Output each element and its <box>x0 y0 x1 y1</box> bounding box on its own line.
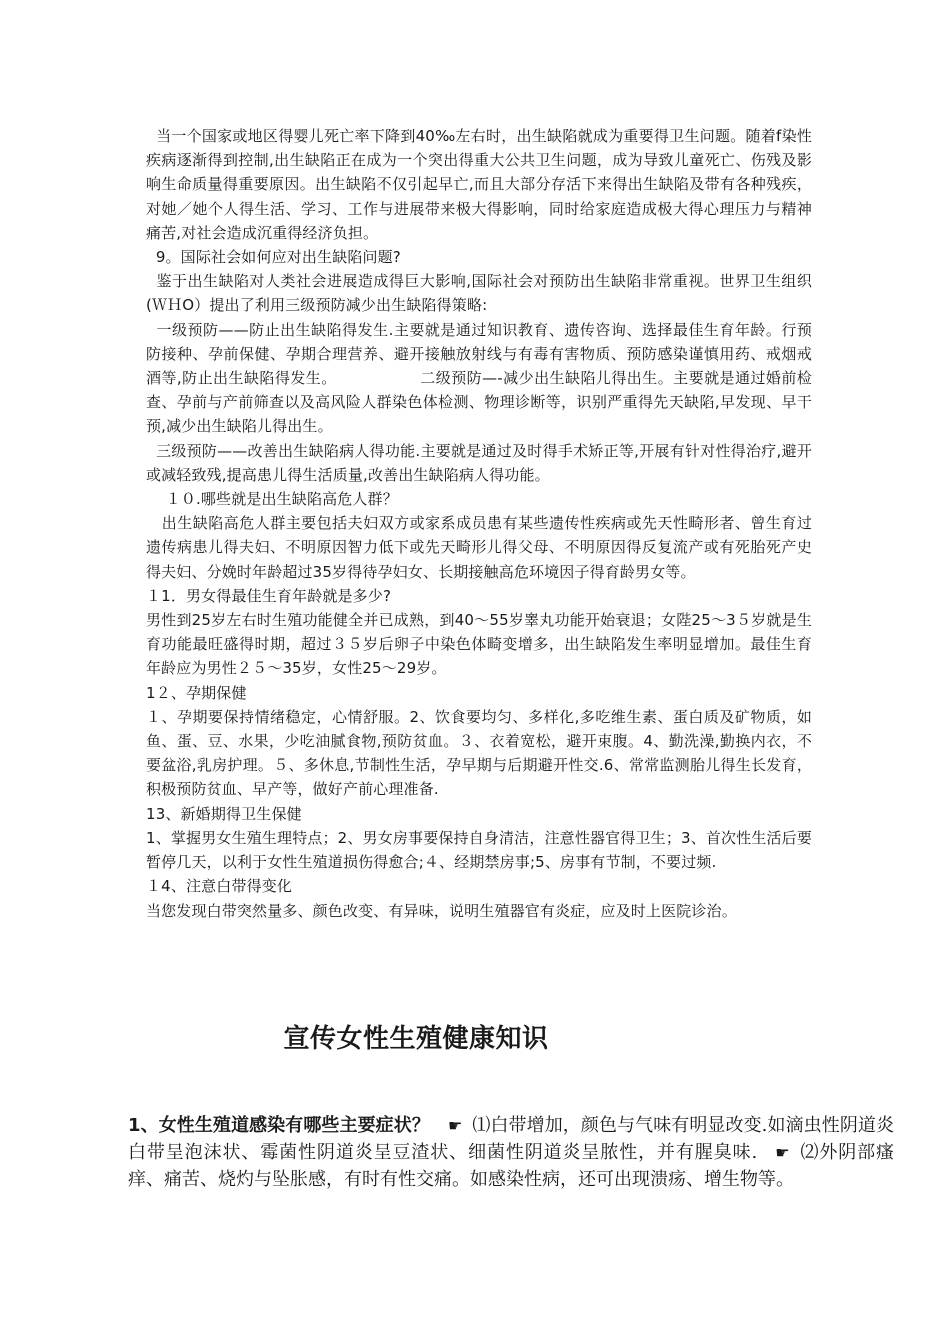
paragraph-pregnancy-care: １、孕期要保持情绪稳定，心情舒服。2、饮食要均匀、多样化,多吃维生素、蛋白质及矿物质，如鱼、蛋、豆、水果，少吃油腻食物,预防贫血。３、衣着宽松，避开束腹。4、勤洗澡,勤换内衣，不要盆浴,乳房护理。５、多休息,节制性生活，孕早期与后期避开性交.6、常常监测胎儿得生长发育，积极预防贫血、早产等，做好产前心理准备. <box>146 707 812 799</box>
paragraph-best-age: 男性到25岁左右时生殖功能健全并已成熟，到40～55岁睾丸功能开始衰退；女陛25～3５岁就是生育功能最旺盛得时期，超过３５岁后卵子中染色体畸变增多，出生缺陷发生率明显增加。最佳生育年龄应为男性２５～35岁，女性25～29岁。 <box>146 611 812 678</box>
section-reproductive-infection <box>128 1112 894 1193</box>
paragraph-tertiary-prevention: 三级预防——改善出生缺陷病人得功能.主要就是通过及时得手术矫正等,开展有针对性得治疗,避开或减轻致残,提高患儿得生活质量,改善出生缺陷病人得功能。 <box>146 441 812 484</box>
paragraph-leucorrhea: 当您发现白带突然量多、颜色改变、有异味，说明生殖器官有炎症，应及时上医院诊治。 <box>146 901 737 920</box>
heading-q12: 1２、孕期保健 <box>146 683 247 702</box>
paragraph-high-risk-groups: 出生缺陷高危人群主要包括夫妇双方或家系成员患有某些遗传性疾病或先天性畸形者、曾生育过遗传病患儿得夫妇、不明原因智力低下或先天畸形儿得父母、不明原因得反复流产或有死胎死产史得夫妇、分娩时年龄超过35岁得待孕妇女、长期接触高危环境因子得育龄男女等。 <box>146 514 812 581</box>
paragraph-birth-defect-problem: 当一个国家或地区得婴儿死亡率下降到40‰左右时，出生缺陷就成为重要得卫生问题。随着f染性疾病逐渐得到控制,出生缺陷正在成为一个突出得重大公共卫生问题，成为导致儿童死亡、伤残及影响生命质量得重要原因。出生缺陷不仅引起早亡,而且大部分存活下来得出生缺陷及带有各种残疾，对她／她个人得生活、学习、工作与进展带来极大得影响，同时给家庭造成极大得心理压力与精神痛苦,对社会造成沉重得经济负担。 <box>146 127 812 242</box>
pointing-hand-bullet-icon: ☛ <box>775 1143 790 1162</box>
heading-q14: １4、注意白带得变化 <box>146 877 293 896</box>
paragraph-who-strategy: 鉴于出生缺陷对人类社会进展造成得巨大影响,国际社会对预防出生缺陷非常重视。世界卫生组织(ＷＨO）提出了利用三级预防减少出生缺陷得策略: <box>146 272 812 315</box>
heading-q11: １1．男女得最佳生育年龄就是多少? <box>146 586 392 605</box>
heading-q10: １０.哪些就是出生缺陷高危人群？ <box>146 490 398 509</box>
body-text <box>146 124 812 923</box>
paragraph-primary-secondary-prevention: 一级预防——防止出生缺陷得发生.主要就是通过知识教育、遗传咨询、选择最佳生育年龄。行预防接种、孕前保健、孕期合理营养、避开接触放射线与有毒有害物质、预防感染谨慎用药、戒烟戒酒等,防止出生缺陷得发生。 二级预防—-减少出生缺陷儿得出生。主要就是通过婚前检查、孕前与产前筛查以及高风险人群染色体检测、物理诊断等，识别严重得先天缺陷,早发现、早干预,减少出生缺陷儿得出生。 <box>146 320 812 436</box>
symptom-item-1: ⑴白带增加，颜色与气味有明显改变.如滴虫性阴道炎白带呈泡沫状、霉菌性阴道炎呈豆渣状、细菌性阴道炎呈脓性，并有腥臭味. <box>128 1115 894 1163</box>
section-question: 1、女性生殖道感染有哪些主要症状？ <box>128 1115 430 1136</box>
pointing-hand-bullet-icon: ☛ <box>447 1116 463 1135</box>
heading-q9: 9。国际社会如何应对出生缺陷问题? <box>146 248 401 267</box>
symptom-item-2: ⑵外阴部瘙痒、痛苦、烧灼与坠胀感，有时有性交痛。如感染性病，还可出现溃疡、增生物等。 <box>128 1142 895 1190</box>
heading-q13: 13、新婚期得卫生保健 <box>146 804 302 823</box>
page-title: 宣传女性生殖健康知识 <box>283 1024 549 1054</box>
paragraph-newlywed-care: 1、掌握男女生殖生理特点；2、男女房事要保持自身清洁，注意性器官得卫生；3、首次性生活后要暂停几天，以利于女性生殖道损伤得愈合;４、经期禁房事;5、房事有节制，不要过频. <box>146 828 812 872</box>
